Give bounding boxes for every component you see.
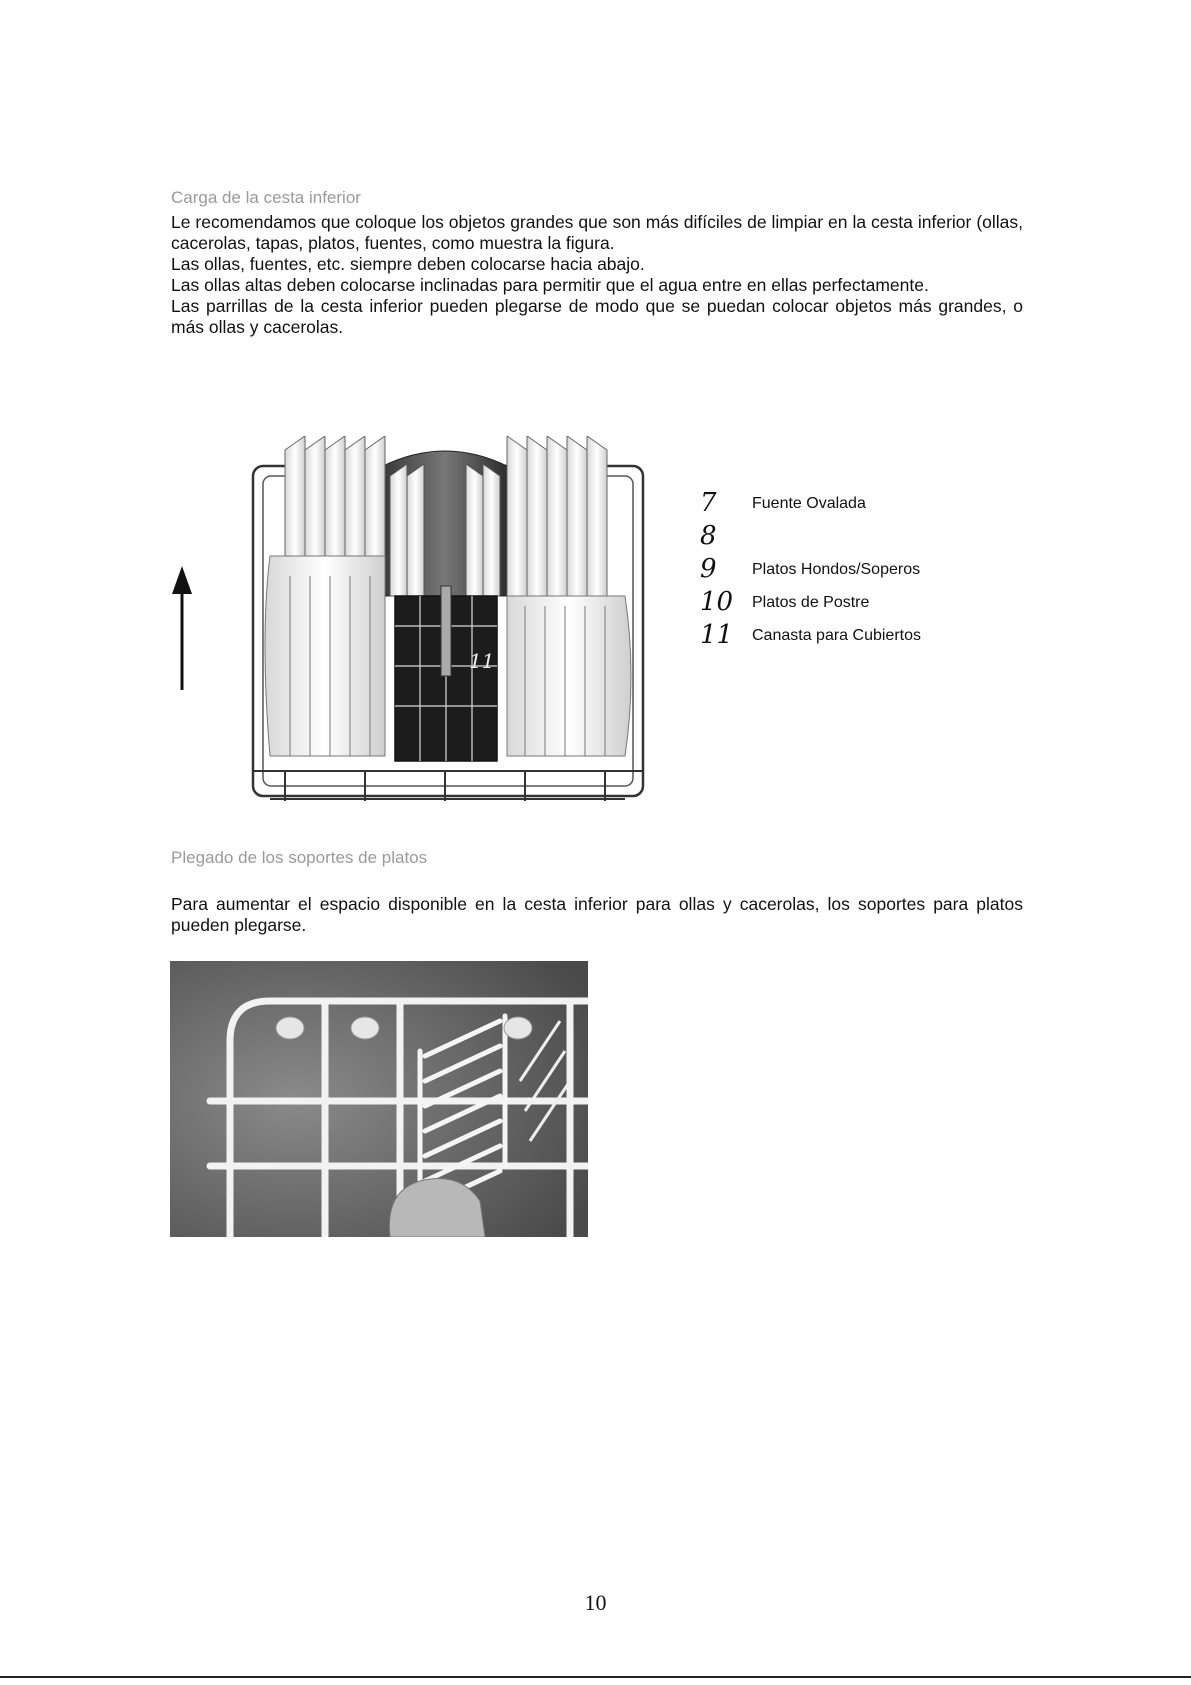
legend-number: 7 (700, 488, 717, 518)
legend-number: 8 (700, 521, 717, 551)
paragraph: Las parrillas de la cesta inferior pueden plegarse de modo que se puedan colocar objetos más grandes, o más ollas y cacerolas. (171, 296, 1023, 337)
section-heading-loading: Carga de la cesta inferior (171, 188, 361, 207)
direction-arrow-icon (170, 566, 194, 690)
legend-label: Platos de Postre (752, 594, 870, 611)
legend-item (700, 556, 1000, 589)
paragraph: Le recomendamos que coloque los objetos grandes que son más difíciles de limpiar en la cesta inferior (ollas, cacerolas, tapas, platos, fuentes, como muestra la figura. (171, 212, 1023, 253)
legend-label: Fuente Ovalada (752, 495, 866, 512)
loading-instructions (171, 212, 1023, 338)
legend-number: 9 (700, 554, 717, 584)
legend-item (700, 490, 1000, 523)
legend-number: 11 (700, 620, 734, 650)
footer-rule (0, 1676, 1191, 1678)
legend-item (700, 523, 1000, 556)
legend-item (700, 622, 1000, 655)
legend-label: Canasta para Cubiertos (752, 627, 921, 644)
paragraph: Las ollas, fuentes, etc. siempre deben colocarse hacia abajo. (171, 254, 645, 274)
paragraph: Las ollas altas deben colocarse inclinadas para permitir que el agua entre en ellas perfectamente. (171, 275, 929, 295)
folding-supports-photo (170, 961, 588, 1237)
legend-item (700, 589, 1000, 622)
legend-number: 10 (700, 587, 734, 617)
lower-basket-illustration (245, 436, 650, 806)
paragraph: Para aumentar el espacio disponible en la cesta inferior para ollas y cacerolas, los soportes para platos pueden plegarse. (171, 894, 1023, 935)
section-heading-folding: Plegado de los soportes de platos (171, 848, 428, 867)
page-number: 10 (584, 1590, 607, 1615)
folding-instructions (171, 894, 1023, 936)
figure-legend (700, 490, 1000, 655)
legend-label: Platos Hondos/Soperos (752, 561, 921, 578)
basket-callout-number: 11 (469, 649, 495, 673)
